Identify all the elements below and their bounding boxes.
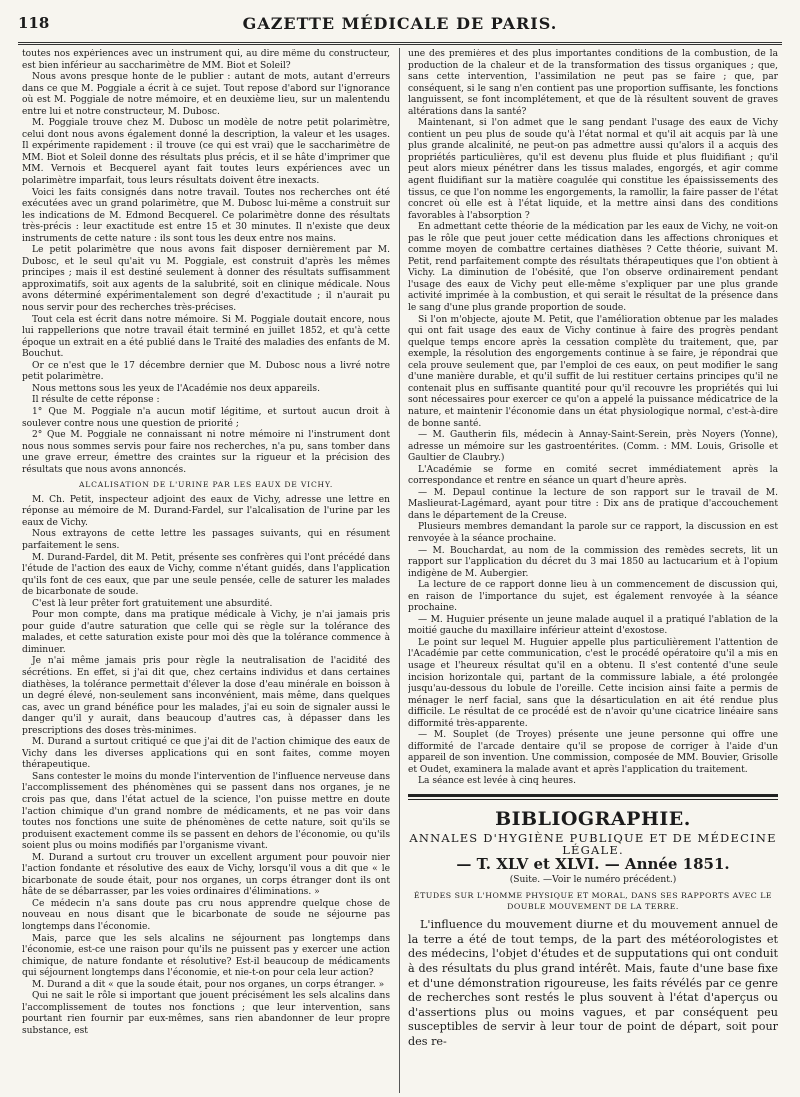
paragraph: Il résulte de cette réponse : (32, 395, 160, 406)
paragraph: L'influence du mouvement diurne et du mouvement annuel de la terre a été de tout temps, de la part des météorologistes et des médecins, l'objet d'études et de supputations qui ont conduit à des résultats du plus grand intérêt. Mais, faute d'une base fixe et d'une démonstration rigoureuse, les faits révélés par ce genre de recherches sont restés le plus souvent à l'état d'aperçus ou d'assertions plus ou moins vagues, et par conséquent peu susceptibles de servir à leur tour de point de départ, soit pour des re- (408, 918, 778, 1048)
paragraph: 2° Que M. Poggiale ne connaissant ni notre mémoire ni l'instrument dont nous nous sommes servis pour faire nos recherches, n'a pu, sans tomber dans une grave erreur, émettre des craintes sur la rigueur et la précision des résultats que nous avons annoncés. (22, 430, 390, 475)
left-column (22, 49, 390, 1089)
page-header (18, 14, 782, 38)
paragraph: — M. Bouchardat, au nom de la commission des remèdes secrets, lit un rapport sur l'application du décret du 3 mai 1850 au lactucarium et à l'opium indigène de M. Aubergier. (408, 545, 778, 579)
paragraph: une des premières et des plus importantes conditions de la combustion, de la production de la chaleur et de la transformation des tissus organiques ; que, sans cette intervention, l'assimilation ne peut pas se faire ; que, par conséquent, si le sang n'en contient pas une proportion suffisante, les fonctions languissent, se font incomplétement, et que de là résultent souvent de graves altérations dans la santé? (408, 49, 778, 117)
running-title: GAZETTE MÉDICALE DE PARIS. (242, 14, 558, 33)
paragraph: M. Ch. Petit, inspecteur adjoint des eaux de Vichy, adresse une lettre en réponse au mémoire de M. Durand-Fardel, sur l'alcalisation de l'urine par les eaux de Vichy. (22, 494, 390, 528)
bibliography-rule (408, 794, 778, 800)
paragraph: M. Durand a surtout critiqué ce que j'ai dit de l'action chimique des eaux de Vichy dans les diverses applications qui en sont faites, comme moyen thérapeutique. (22, 737, 390, 771)
paragraph: Je n'ai même jamais pris pour règle la neutralisation de l'acidité des sécrétions. En effet, si j'ai dit que, chez certains individus et dans certaines diathèses, la tolérance permettait d'élever la dose d'eau minérale en boisson à un degré élevé, non-seulement sans inconvénient, mais même, dans quelques cas, avec un grand bénéfice pour les malades, j'ai eu soin de signaler aussi le danger qu'il y aurait, dans beaucoup d'autres cas, à dépasser dans les prescriptions des doses très-minimes. (22, 656, 390, 736)
paragraph: — M. Gautherin fils, médecin à Annay-Saint-Serein, près Noyers (Yonne), adresse un mémoire sur les gastroentérites. (Comm. : MM. Louis, Grisolle et Gaultier de Claubry.) (408, 430, 778, 464)
paragraph: 1° Que M. Poggiale n'a aucun motif légitime, et surtout aucun droit à soulever contre nous une question de priorité ; (22, 406, 390, 429)
paragraph: Nous avons presque honte de le publier : autant de mots, autant d'erreurs dans ce que M. Poggiale a écrit à ce sujet. Tout repose d'abord sur l'ignorance où est M. Poggiale de notre mémoire, et en deuxième lieu, sur un malentendu entre lui et notre constructeur, M. Dubosc. (22, 72, 390, 117)
paragraph: toutes nos expériences avec un instrument qui, au dire même du constructeur, est bien inférieur au saccharimètre de MM. Biot et Soleil? (22, 49, 390, 71)
column-divider (399, 48, 400, 1093)
paragraph: M. Poggiale trouve chez M. Dubosc un modèle de notre petit polarimètre, celui dont nous avons également donné la description, la valeur et les usages. Il expérimente rapidement : il trouve (ce qui est vrai) que le saccharimètre de MM. Biot et Soleil donne des résultats plus précis, et il se hâte d'imprimer que MM. Vernois et Becquerel ayant fait toutes leurs expériences avec un polarimètre imparfait, tous leurs résultats doivent être inexacts. (22, 118, 390, 187)
bibliography-body (408, 918, 778, 1049)
paragraph: Maintenant, si l'on admet que le sang pendant l'usage des eaux de Vichy contient un peu plus de soude qu'à l'état normal et qu'il ait acquis par là une plus grande alcalinité, ne peut-on pas admettre aussi qu'alors il a acquis des propriétés particulières, qu'il est devenu plus fluide et plus fluidifiant ; qu'il peut alors mieux pénétrer dans les tissus malades, engorgés, et agir comme agent fluidifiant sur la matière coagulée qui constitue les épaississements des tissus, ce que l'on nomme les engorgements, la ramollir, la faire passer de l'état concret où elle est à l'état liquide, et la mettre ainsi dans des conditions favorables à l'absorption ? (408, 118, 778, 221)
paragraph: — M. Depaul continue la lecture de son rapport sur le travail de M. Maslieurat-Lagémard, ayant pour titre : Dix ans de pratique d'accouchement dans le département de la Creuse. (408, 487, 778, 521)
paragraph: Voici les faits consignés dans notre travail. Toutes nos recherches ont été exécutées avec un grand polarimètre, que M. Dubosc lui-même a construit sur les indications de M. Edmond Becquerel. Ce polarimètre donne des résultats très-précis : leur exactitude est entre 15 et 30 minutes. Il n'existe que deux instruments de cette nature : ils sont tous les deux entre nos mains. (22, 187, 390, 244)
paragraph: Tout cela est écrit dans notre mémoire. Si M. Poggiale doutait encore, nous lui rappellerions que notre travail était terminé en juillet 1852, et qu'à cette époque un extrait en a été publié dans le Traité des maladies des enfants de M. Bouchut. (22, 314, 390, 360)
bibliography-title: BIBLIOGRAPHIE. (495, 808, 691, 830)
section-heading: ALCALISATION DE L'URINE PAR LES EAUX DE VICHY. (78, 480, 334, 490)
paragraph: — M. Souplet (de Troyes) présente une jeune personne qui offre une difformité de l'arcade dentaire qu'il se propose de corriger à l'aide d'un appareil de son invention. Une commission, composée de MM. Bouvier, Grisolle et Oudet, examinera la malade avant et après l'application du traitement. (408, 730, 778, 775)
paragraph: Plusieurs membres demandant la parole sur ce rapport, la discussion en est renvoyée à la séance prochaine. (408, 522, 778, 544)
bibliography-journal: ANNALES D'HYGIÈNE PUBLIQUE ET DE MÉDECINE LÉGALE. (409, 831, 777, 857)
paragraph: M. Durand a dit « que la soude était, pour nos organes, un corps étranger. » (32, 979, 385, 990)
paragraph: Ce médecin n'a sans doute pas cru nous apprendre quelque chose de nouveau en nous disant que le bicarbonate de soude ne séjourne pas longtemps dans l'économie. (22, 898, 390, 933)
paragraph: Sans contester le moins du monde l'intervention de l'influence nerveuse dans l'accomplissement des phénomènes qui se passent dans nos organes, je ne crois pas que, dans l'état actuel de la science, l'on puisse mettre en doute l'action chimique d'un grand nombre de médicaments, et ne pas voir dans toutes nos fonctions une suite de phénomènes de cette nature, soit qu'ils se produisent exactement comme ils se passent en dehors de l'économie, ou qu'ils soient plus ou moins modifiés par l'organisme vivant. (22, 771, 390, 852)
paragraph: M. Durand a surtout cru trouver un excellent argument pour pouvoir nier l'action fondante et résolutive des eaux de Vichy, lorsqu'il vous a dit que « le bicarbonate de soude était, pour nos organes, un corps étranger dont ils ont hâte de se débarrasser, par les voies ordinaires d'éliminations. » (22, 852, 390, 898)
header-rule (18, 42, 782, 45)
paragraph: Or ce n'est que le 17 décembre dernier que M. Dubosc nous a livré notre petit polarimètre. (22, 360, 390, 383)
paragraph: Pour mon compte, dans ma pratique médicale à Vichy, je n'ai jamais pris pour guide d'autre saturation que celle qui se règle sur la tolérance des malades, et cette saturation existe pour moi dès que la tolérance commence à diminuer. (22, 610, 390, 655)
paragraph: Le point sur lequel M. Huguier appelle plus particulièrement l'attention de l'Académie par cette communication, c'est le procédé opératoire qu'il a mis en usage et l'heureux résultat qu'il en a obtenu. Il s'est contenté d'une seule incision horizontale qui, partant de la commissure labiale, a été prolongée jusqu'au-dessous du lobule de l'oreille. Cette incision ainsi faite a permis de ménager le nerf facial, sans que la désarticulation en ait été rendue plus difficile. Le résultat de ce procédé est de n'avoir qu'une cicatrice linéaire sans difformité très-apparente. (408, 637, 778, 729)
paragraph: La séance est levée à cinq heures. (418, 776, 576, 787)
bibliography-volume: — T. XLV et XLVI. — Année 1851. (456, 855, 730, 874)
paragraph: Le petit polarimètre que nous avons fait disposer dernièrement par M. Dubosc, et le seul qu'ait vu M. Poggiale, est construit d'après les mêmes principes ; mais il est destiné seulement à donner des résultats suffisamment approximatifs, soit aux agents de la salubrité, soit en clinique médicale. Nous avons déterminé expérimentalement son degré d'exactitude ; il n'aurait pu nous servir pour des recherches très-précises. (22, 245, 390, 314)
paragraph: — M. Huguier présente un jeune malade auquel il a pratiqué l'ablation de la moitié gauche du maxillaire inférieur atteint d'exostose. (408, 614, 778, 637)
paragraph: Nous extrayons de cette lettre les passages suivants, qui en résument parfaitement le sens. (22, 529, 390, 551)
paragraph: La lecture de ce rapport donne lieu à un commencement de discussion qui, en raison de l'importance du sujet, est également renvoyée à la séance prochaine. (408, 580, 778, 614)
paragraph: Qui ne sait le rôle si important que jouent précisément les sels alcalins dans l'accomplissement de toutes nos fonctions ; que leur intervention, sans pourtant rien fournir par eux-mêmes, sans rien abandonner de leur propre substance, est (22, 991, 390, 1036)
paragraph: C'est là leur prêter fort gratuitement une absurdité. (32, 598, 273, 609)
bibliography-subtitle: ÉTUDES SUR L'HOMME PHYSIQUE ET MORAL, DANS SES RAPPORTS AVEC LE DOUBLE MOUVEMENT DE LA TERRE. (413, 891, 773, 912)
right-column (408, 49, 778, 1089)
bibliography-suite: (Suite. —Voir le numéro précédent.) (509, 874, 677, 885)
paragraph: Si l'on m'objecte, ajoute M. Petit, que l'amélioration obtenue par les malades qui ont fait usage des eaux de Vichy continue à faire des progrès pendant quelque temps encore après la cessation complète du traitement, que, par exemple, la résolution des engorgements continue à se faire, je répondrai que cela prouve seulement que, par l'emploi de ces eaux, on peut modifier le sang d'une manière durable, et qu'il suffit de lui restituer certains principes qu'il ne contenait plus en suffisante quantité pour qu'il recouvre les propriétés qui lui sont nécessaires pour exercer ce qu'on a appelé la puissance médicatrice de la nature, et maintenir l'économie dans un état physiologique normal, c'est-à-dire de bonne santé. (408, 314, 778, 429)
paragraph: L'Académie se forme en comité secret immédiatement après la correspondance et rentre en séance un quart d'heure après. (408, 464, 778, 487)
page-number: 118 (18, 14, 50, 32)
paragraph: Nous mettons sous les yeux de l'Académie nos deux appareils. (32, 383, 320, 394)
paragraph: M. Durand-Fardel, dit M. Petit, présente ses confrères qui l'ont précédé dans l'étude de l'action des eaux de Vichy, comme n'étant guidés, dans l'application qu'ils font de ces eaux, que par une seule pensée, celle de saturer les malades de bicarbonate de soude. (22, 552, 390, 598)
paragraph: Mais, parce que les sels alcalins ne séjournent pas longtemps dans l'économie, est-ce une raison pour qu'ils ne puissent pas y exercer une action chimique, de nature fondante et résolutive? Est-il beaucoup de médicaments qui séjournent longtemps dans l'économie, et nie-t-on pour cela leur action? (22, 933, 390, 979)
paragraph: En admettant cette théorie de la médication par les eaux de Vichy, ne voit-on pas le rôle que peut jouer cette médication dans les affections chroniques et comme moyen de combattre certaines diathèses ? Cette théorie, suivant M. Petit, rend parfaitement compte des résultats thérapeutiques que l'on obtient à Vichy. La diminution de l'obésité, que l'on observe ordinairement pendant l'usage des eaux de Vichy peut elle-même s'expliquer par une plus grande activité imprimée à la combustion, et qui serait le résultat de la présence dans le sang d'une plus grande proportion de soude. (408, 222, 778, 314)
